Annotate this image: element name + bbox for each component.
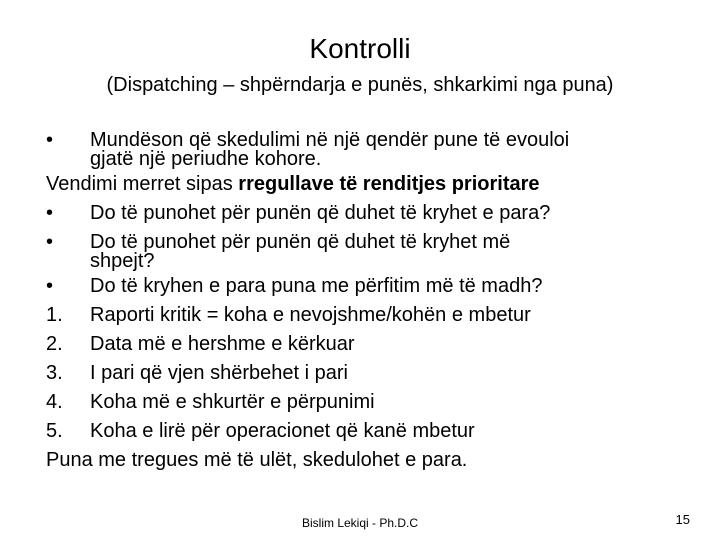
slide-title: Kontrolli xyxy=(309,33,411,64)
bullet-marker: • xyxy=(46,202,54,224)
bullet-text: Do të kryhen e para puna me përfitim më të madh? xyxy=(90,275,543,297)
page-number: 15 xyxy=(675,512,690,527)
bullet-text: Do të punohet për punën që duhet të kryhet e para? xyxy=(90,202,551,224)
bullet-marker: • xyxy=(46,129,54,151)
bullet-marker: • xyxy=(46,275,54,297)
rule-number: 5. xyxy=(46,420,63,442)
rule-number: 3. xyxy=(46,362,63,384)
rule-text: I pari që vjen shërbehet i pari xyxy=(90,362,348,384)
bullet-marker: • xyxy=(46,231,54,253)
numbered-rule xyxy=(46,301,696,330)
rule-text: Koha më e shkurtër e përpunimi xyxy=(90,391,375,413)
rule-text: Data më e hershme e kërkuar xyxy=(90,333,355,355)
slide-body xyxy=(46,126,696,475)
numbered-rule xyxy=(46,330,696,359)
bullet-item xyxy=(46,126,696,170)
decision-bold-text: rregullave të renditjes prioritare xyxy=(238,173,540,195)
bullet-item xyxy=(46,272,696,301)
bullet-text-continued: gjatë një periudhe kohore. xyxy=(90,148,322,170)
rule-number: 4. xyxy=(46,391,63,413)
footer-author: Bislim Lekiqi - Ph.D.C xyxy=(301,516,419,530)
bullet-text: Do të punohet për punën që duhet të kryhet më xyxy=(90,231,511,253)
decision-line xyxy=(46,170,696,199)
numbered-rule xyxy=(46,388,696,417)
numbered-rule xyxy=(46,417,696,446)
rule-text: Koha e lirë për operacionet që kanë mbetur xyxy=(90,420,475,442)
slide-subtitle: (Dispatching – shpërndarja e punës, shkarkimi nga puna) xyxy=(106,74,614,96)
bullet-text: Mundëson që skedulimi në një qendër pune të evouloi xyxy=(90,129,570,151)
conclusion-line: Puna me tregues më të ulët, skedulohet e para. xyxy=(46,449,468,471)
decision-prefix: Vendimi merret sipas xyxy=(46,173,239,195)
rule-number: 1. xyxy=(46,304,63,326)
rule-text: Raporti kritik = koha e nevojshme/kohën e mbetur xyxy=(90,304,531,326)
bullet-item xyxy=(46,228,696,272)
numbered-rule xyxy=(46,359,696,388)
bullet-item xyxy=(46,199,696,228)
rule-number: 2. xyxy=(46,333,63,355)
bullet-text-continued: shpejt? xyxy=(90,250,155,272)
